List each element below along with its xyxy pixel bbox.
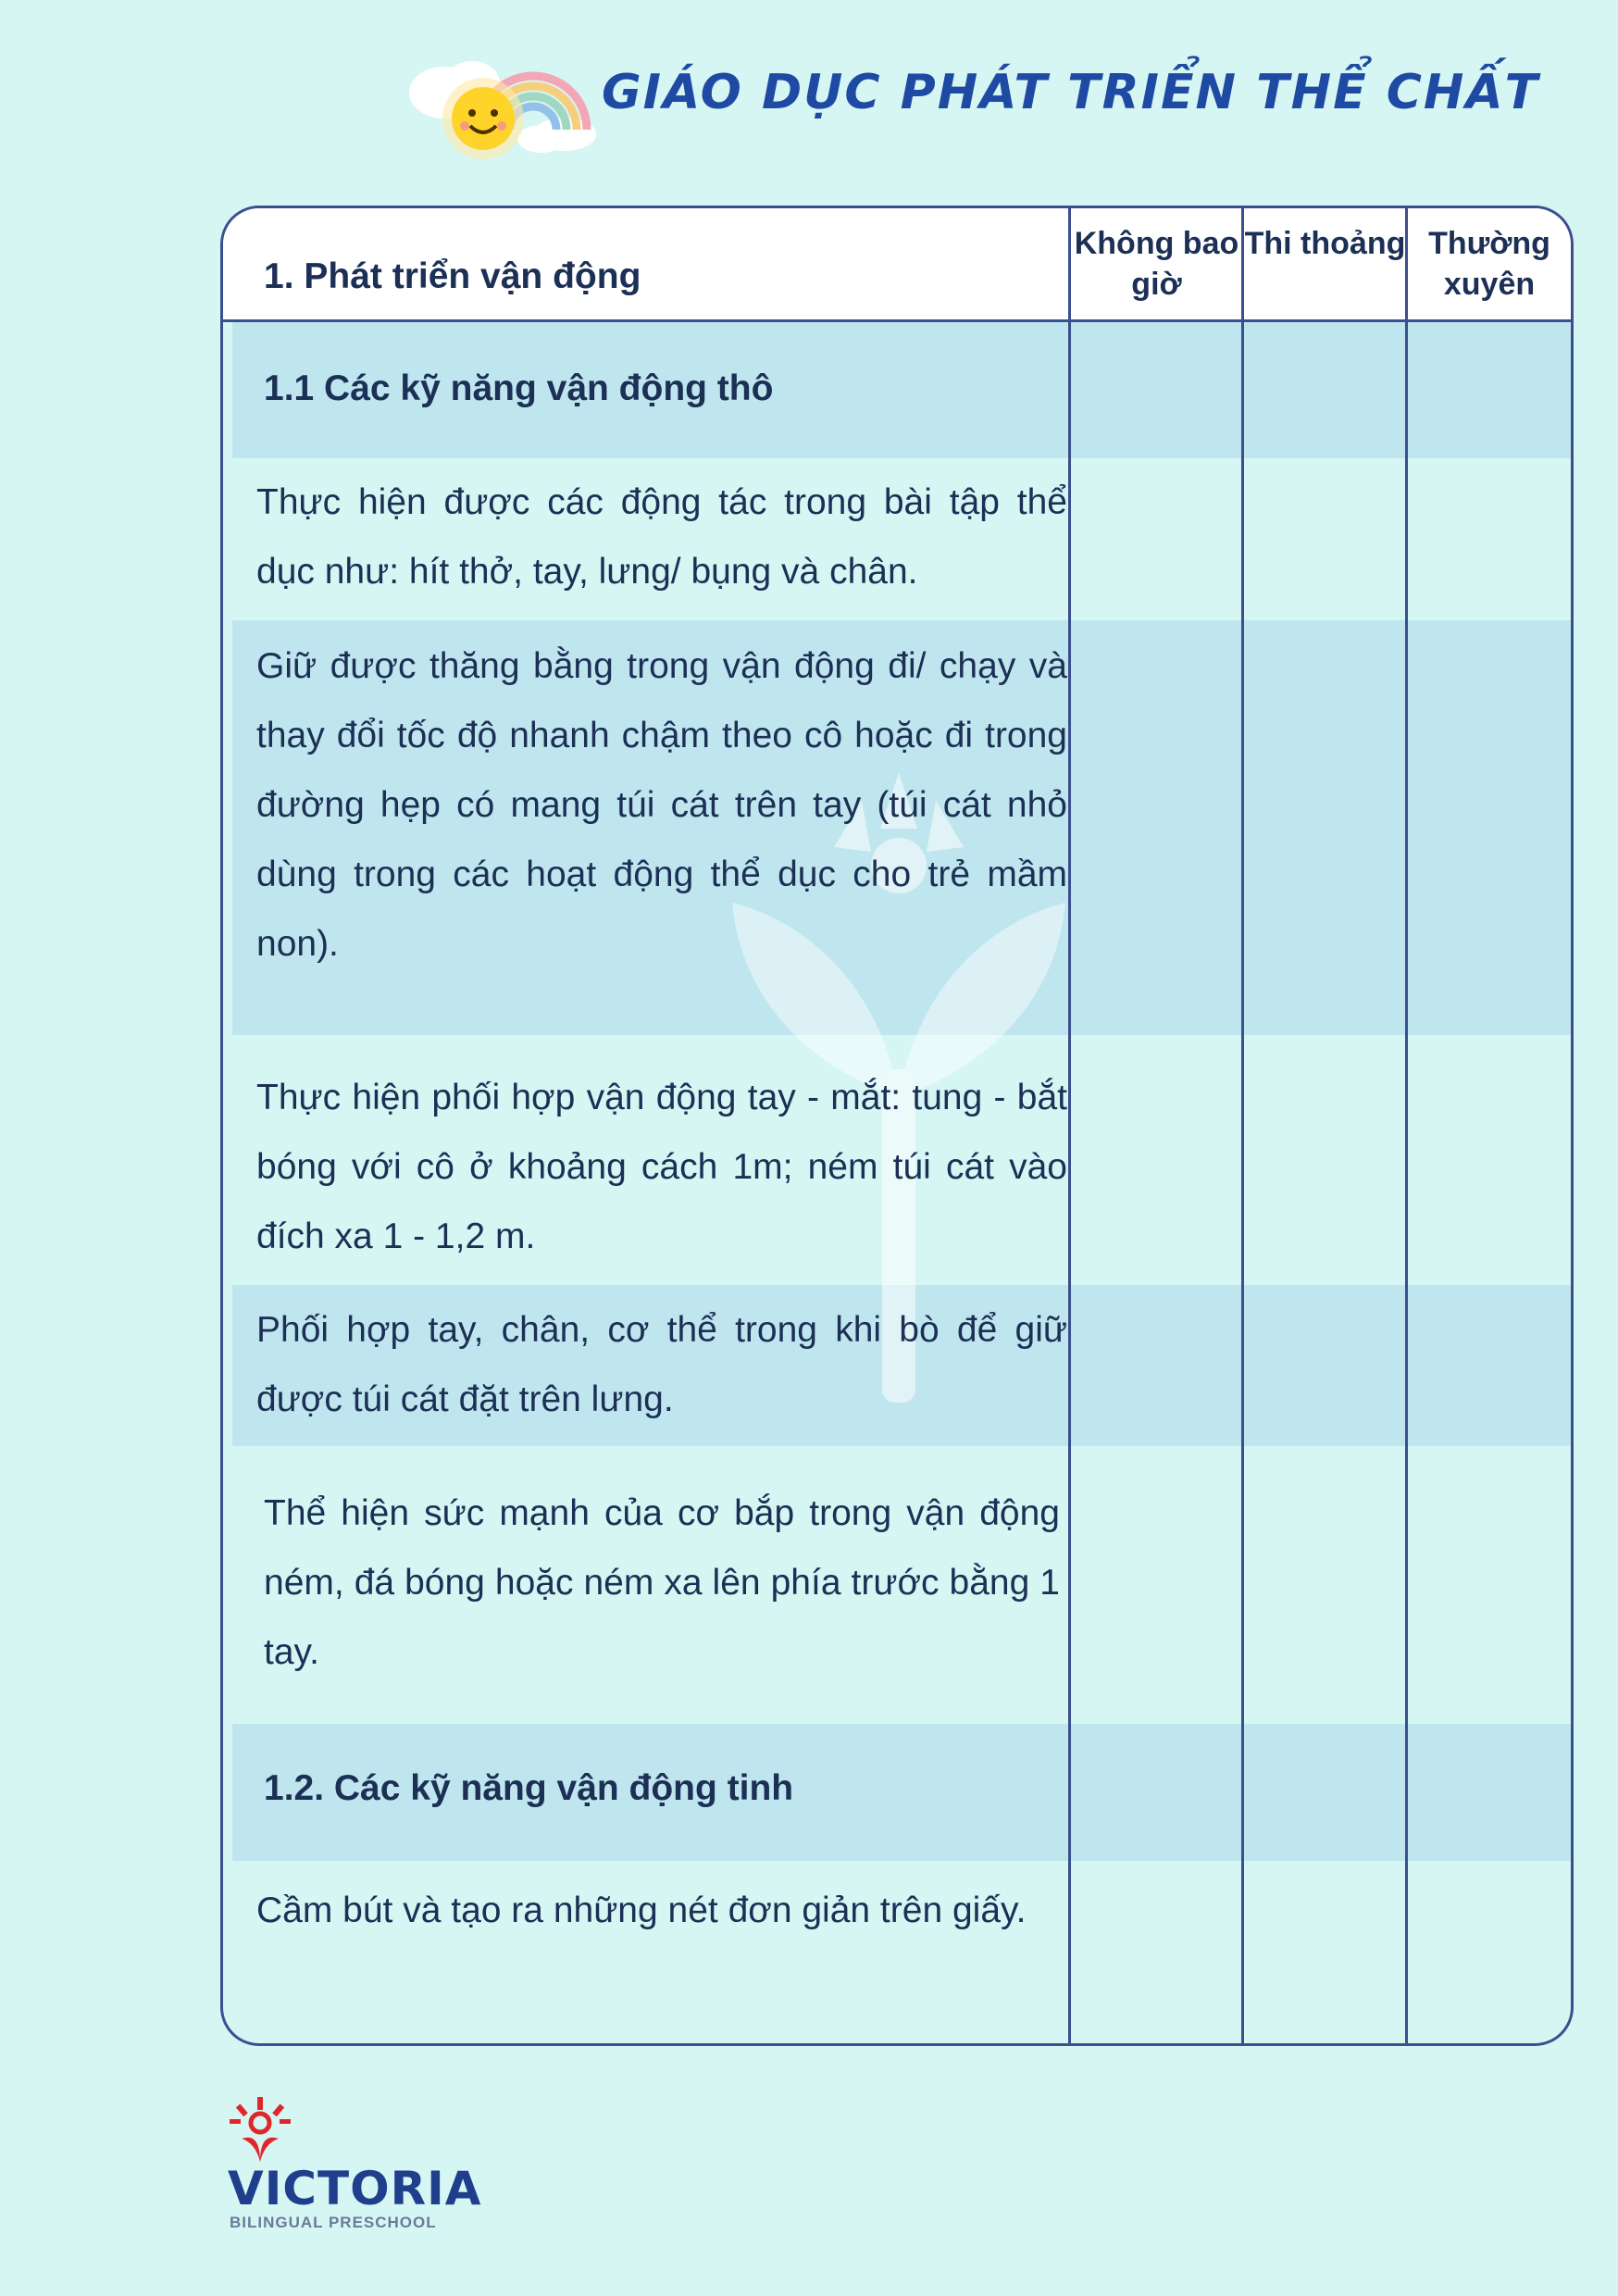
table-row-subheading [223,1724,1571,1861]
row-description: Cầm bút và tạo ra những nét đơn giản trên giấy. [256,1890,1027,1930]
section-heading: 1. Phát triển vận động [264,256,641,296]
column-header-sometimes: Thi thoảng [1244,226,1406,261]
row-description: Giữ được thăng bằng trong vận động đi/ chạy và thay đổi tốc độ nhanh chậm theo cô hoặc đi trong đường hẹp có mang túi cát trên tay (túi cát nhỏ dùng trong các hoạt động thể dục cho trẻ mầm non). [256,646,1067,964]
page-title: GIÁO DỤC PHÁT TRIỂN THỂ CHẤT [602,65,1540,120]
table-row [223,1861,1571,2043]
column-header-often: Thường xuyên [1428,226,1550,302]
table-row [223,1446,1571,1724]
table-row [223,1035,1571,1285]
table-row [223,620,1571,1035]
column-header-never: Không bao giờ [1074,226,1239,302]
school-logo [222,2097,482,2231]
table-row [223,458,1571,620]
page-header [407,37,1540,176]
sun-rainbow-illustration [407,37,602,176]
sun-icon [442,78,524,159]
logo-tagline: BILINGUAL PRESCHOOL [230,2214,437,2231]
column-divider [1068,208,1071,2043]
row-description: Thực hiện được các động tác trong bài tập thể dục như: hít thở, tay, lưng/ bụng và chân. [256,482,1067,592]
row-description: Thực hiện phối hợp vận động tay - mắt: tung - bắt bóng với cô ở khoảng cách 1m; ném túi cát vào đích xa 1 - 1,2 m. [256,1078,1067,1256]
table-row-subheading [223,322,1571,458]
subheading-text: 1.1 Các kỹ năng vận động thô [264,368,774,408]
table-row [223,1285,1571,1446]
logo-wordmark: VICTORIA [228,2162,482,2215]
column-divider [1241,208,1244,2043]
row-description: Phối hợp tay, chân, cơ thể trong khi bò để giữ được túi cát đặt trên lưng. [256,1310,1067,1419]
column-divider [1405,208,1408,2043]
flower-emblem-icon [228,2097,292,2171]
row-description: Thể hiện sức mạnh của cơ bắp trong vận động ném, đá bóng hoặc ném xa lên phía trước bằng 1 tay. [264,1493,1060,1672]
assessment-table [220,206,1574,2046]
subheading-text: 1.2. Các kỹ năng vận động tinh [264,1768,794,1808]
